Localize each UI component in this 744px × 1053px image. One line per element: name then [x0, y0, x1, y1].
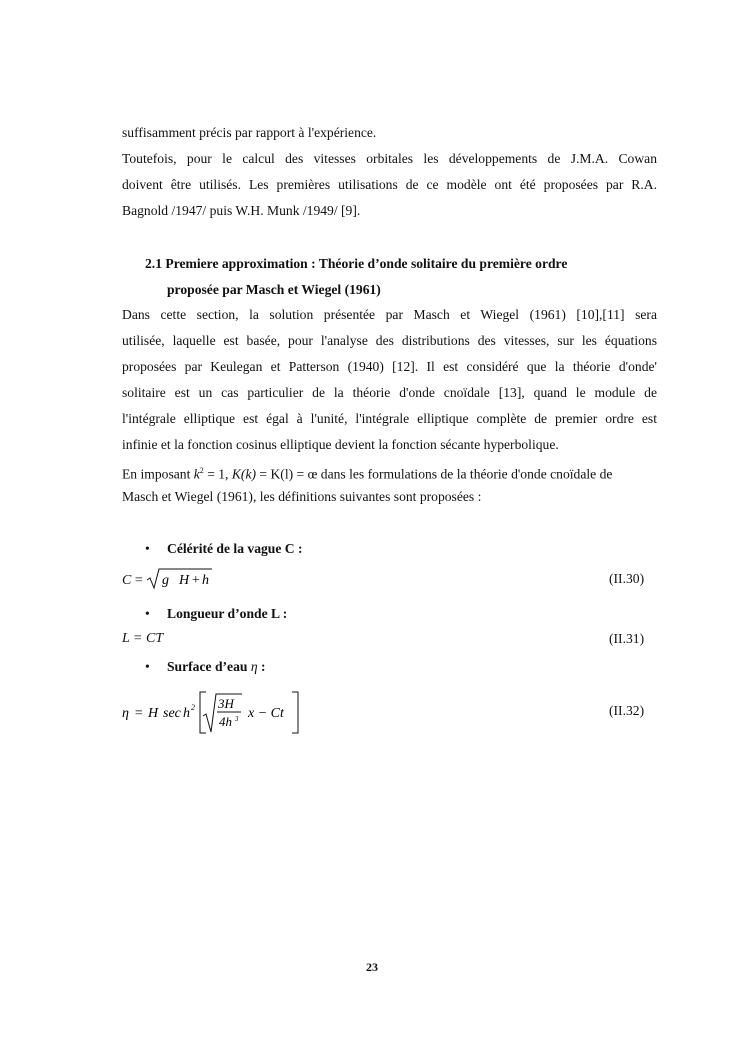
svg-text:η: η: [122, 706, 129, 721]
section-heading-continued: proposée par Masch et Wiegel (1961): [167, 282, 381, 297]
bullet-dot: •: [145, 541, 150, 556]
text-line: Toutefois, pour le calcul des vitesses orbitales les développements de J.M.A. Cowan: [122, 151, 657, 166]
text-line: proposées par Keulegan et Patterson (1940) [12]. Il est considéré que la théorie d'onde': [122, 359, 657, 374]
text-line: Dans cette section, la solution présentée par Masch et Wiegel (1961) [10],[11] sera: [122, 307, 657, 322]
body-paragraph: [122, 302, 657, 510]
text-line: Masch et Wiegel (1961), les définitions suivantes sont proposées :: [122, 489, 482, 504]
bullet-dot: •: [145, 606, 150, 621]
section-heading: 2.1 Premiere approximation : Théorie d’onde solitaire du première ordre: [145, 256, 568, 271]
bullet-water-surface: • Surface d’eau η :: [145, 657, 266, 677]
intro-paragraph: [122, 120, 657, 224]
svg-text:sec: sec: [163, 706, 181, 721]
equation-water-surface: [122, 690, 312, 741]
square-root-icon: [146, 568, 212, 590]
text-line: doivent être utilisés. Les premières utilisations de ce modèle ont été proposées par R.A.: [122, 177, 657, 192]
text-line: utilisée, laquelle est basée, pour l'analyse des distributions des vitesses, sur les équations: [122, 333, 657, 348]
svg-text:h: h: [183, 706, 190, 721]
text-line: l'intégrale elliptique est égal à l'unité, l'intégrale elliptique complète de premier ordre est: [122, 411, 657, 426]
svg-text:g: g: [162, 573, 170, 588]
bullet-dot: •: [145, 659, 150, 674]
svg-text:2: 2: [191, 703, 195, 712]
svg-text:3: 3: [235, 715, 239, 723]
page-number: 23: [366, 960, 378, 974]
svg-text:H: H: [148, 706, 159, 721]
text-line: suffisamment précis par rapport à l'expérience.: [122, 125, 377, 140]
svg-text:x − Ct: x − Ct: [248, 706, 284, 721]
surface-equation-figure: [122, 690, 312, 736]
bullet-wavelength: • Longueur d’onde L :: [145, 604, 287, 624]
svg-text:3H: 3H: [218, 696, 234, 711]
svg-text:+: +: [191, 573, 201, 588]
svg-text:=: =: [134, 706, 144, 721]
equation-celerity: C = g H + h: [122, 568, 212, 590]
equation-number: (II.31): [609, 631, 645, 646]
imposing-line: En imposant $k^2 = 1$, K(k) = K(l) = œ dans les formulations de la théorie d'onde cnoïdale de: [122, 466, 613, 482]
equation-number: (II.30): [609, 571, 645, 586]
equation-number: (II.32): [609, 703, 645, 718]
svg-text:4h: 4h: [219, 714, 232, 729]
svg-text:H: H: [179, 573, 190, 588]
bullet-celerity: • Célérité de la vague C :: [145, 539, 303, 559]
text-line: infinie et la fonction cosinus elliptique devient la fonction sécante hyperbolique.: [122, 437, 559, 452]
text-line: Bagnold /1947/ puis W.H. Munk /1949/ [9].: [122, 203, 361, 218]
svg-text:h: h: [202, 573, 210, 588]
text-line: solitaire est un cas particulier de la théorie d'onde cnoïdale [13], quand le module de: [122, 385, 657, 400]
equation-wavelength: L = CT: [122, 631, 164, 646]
